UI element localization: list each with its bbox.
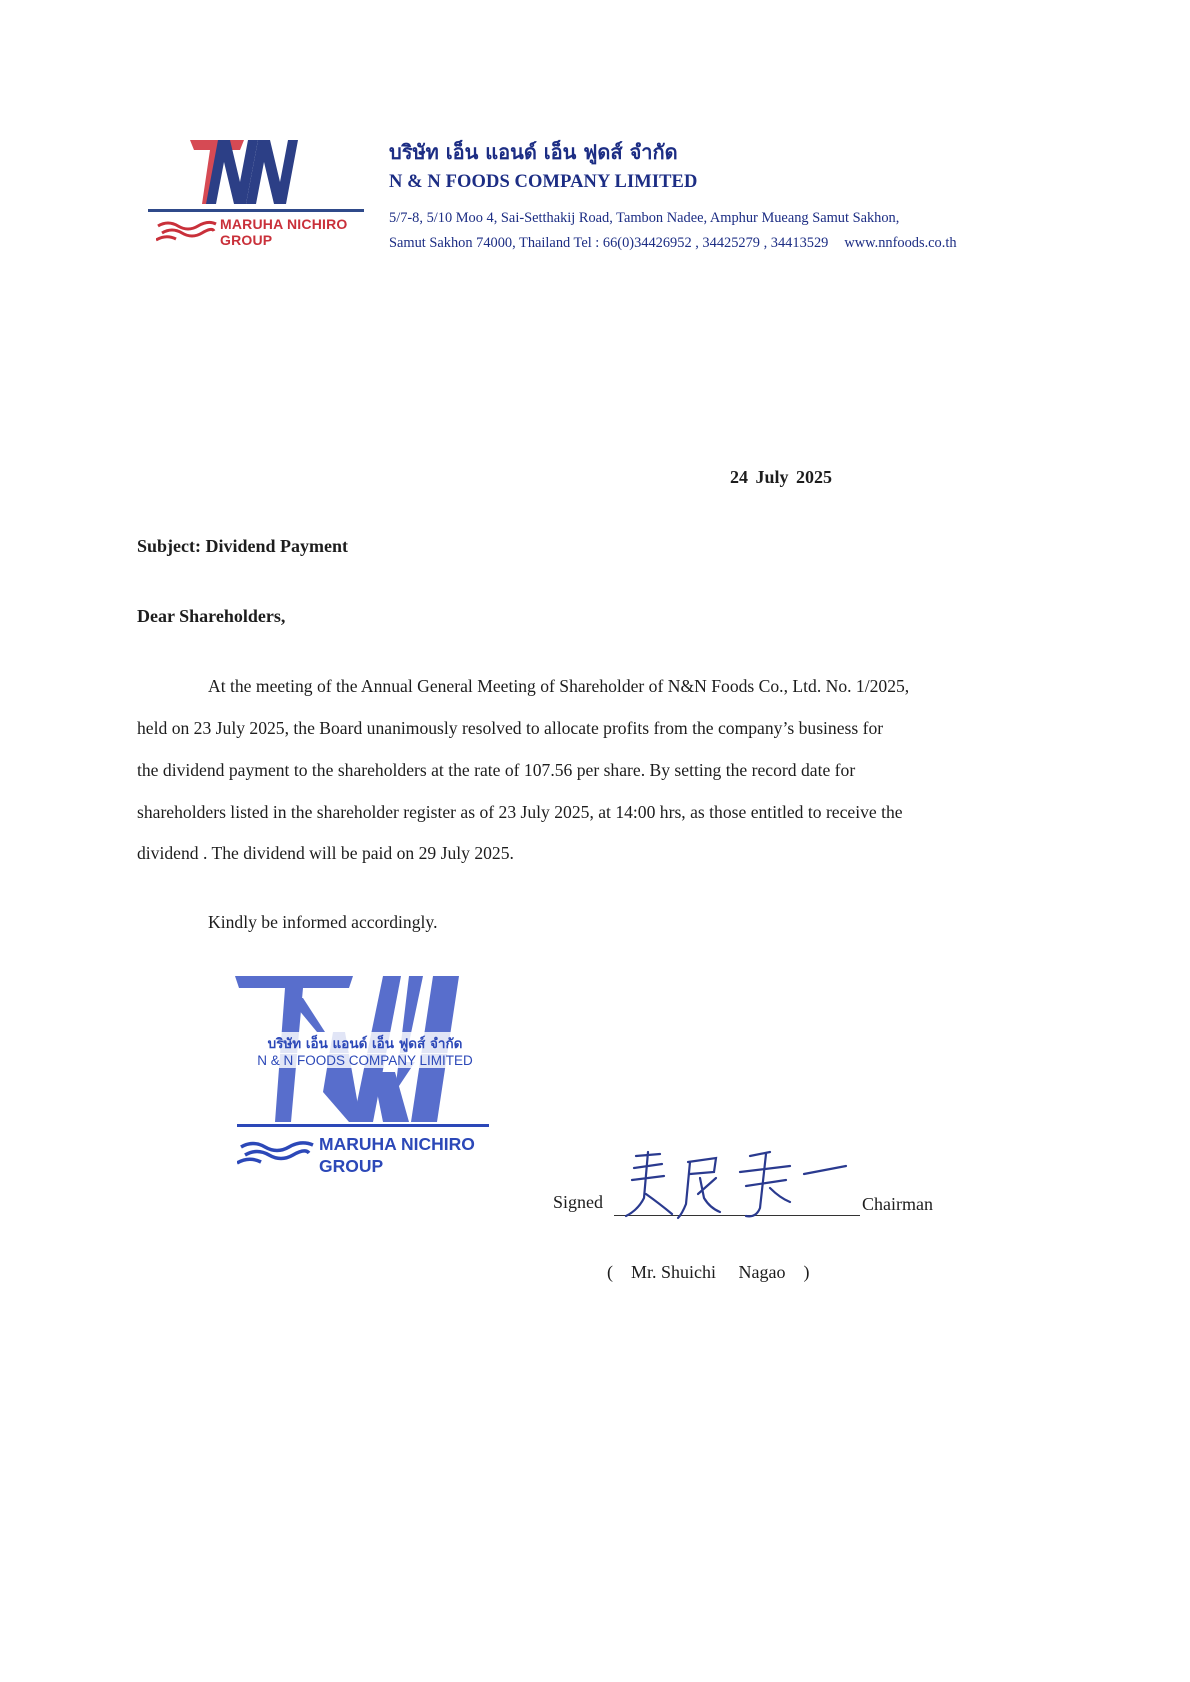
seal-group-line1: MARUHA NICHIRO <box>319 1134 475 1154</box>
seal-company-name: N & N FOODS COMPANY LIMITED <box>243 1053 487 1068</box>
body-line: At the meeting of the Annual General Meeting of Shareholder of N&N Foods Co., Ltd. No. 1/2025, <box>208 676 910 696</box>
seal-group-line2: GROUP <box>319 1156 384 1176</box>
company-address <box>389 206 957 256</box>
company-seal <box>233 972 503 1184</box>
body-line: dividend . The dividend will be paid on 29 July 2025. <box>137 843 514 863</box>
handwritten-signature-icon <box>620 1148 850 1220</box>
signed-label: Signed <box>553 1192 604 1212</box>
company-website: www.nnfoods.co.th <box>844 235 957 251</box>
letter-salutation: Dear Shareholders, <box>137 606 286 626</box>
nn-logo-icon <box>148 136 328 208</box>
address-contact: Samut Sakhon 74000, Thailand Tel : 66(0)34426952 , 34425279 , 34413529 <box>389 235 829 251</box>
group-name-line1: MARUHA NICHIRO <box>220 216 348 232</box>
body-line: the dividend payment to the shareholders at the rate of 107.56 per share. By setting the record date for <box>137 760 856 780</box>
company-logo <box>148 136 368 256</box>
group-name <box>220 216 348 248</box>
company-name-thai: บริษัท เอ็น แอนด์ เอ็น ฟูดส์ จำกัด <box>389 140 678 164</box>
signer-name: ( Mr. Shuichi Nagao ) <box>607 1262 810 1282</box>
group-name-line2: GROUP <box>220 232 273 248</box>
body-line: shareholders listed in the shareholder register as of 23 July 2025, at 14:00 hrs, as those entitled to receive the <box>137 802 903 822</box>
seal-waves-icon <box>237 1140 315 1166</box>
address-line-1: 5/7-8, 5/10 Moo 4, Sai-Setthakij Road, Tambon Nadee, Amphur Mueang Samut Sakhon, <box>389 210 900 226</box>
letter-subject: Subject: Dividend Payment <box>137 536 348 556</box>
letter-closing: Kindly be informed accordingly. <box>208 912 438 932</box>
company-name: N & N FOODS COMPANY LIMITED <box>389 172 698 192</box>
seal-group-name <box>319 1133 475 1177</box>
signer-title: Chairman <box>862 1194 933 1214</box>
waves-icon <box>156 220 218 242</box>
seal-company-name-thai: บริษัท เอ็น แอนด์ เอ็น ฟูดส์ จำกัด <box>250 1032 480 1054</box>
body-line: held on 23 July 2025, the Board unanimously resolved to allocate profits from the company’s business for <box>137 718 884 738</box>
letter-date: 24 July 2025 <box>730 467 833 487</box>
logo-rule <box>148 209 364 212</box>
address-line-2 <box>389 231 957 256</box>
seal-rule <box>237 1124 489 1127</box>
